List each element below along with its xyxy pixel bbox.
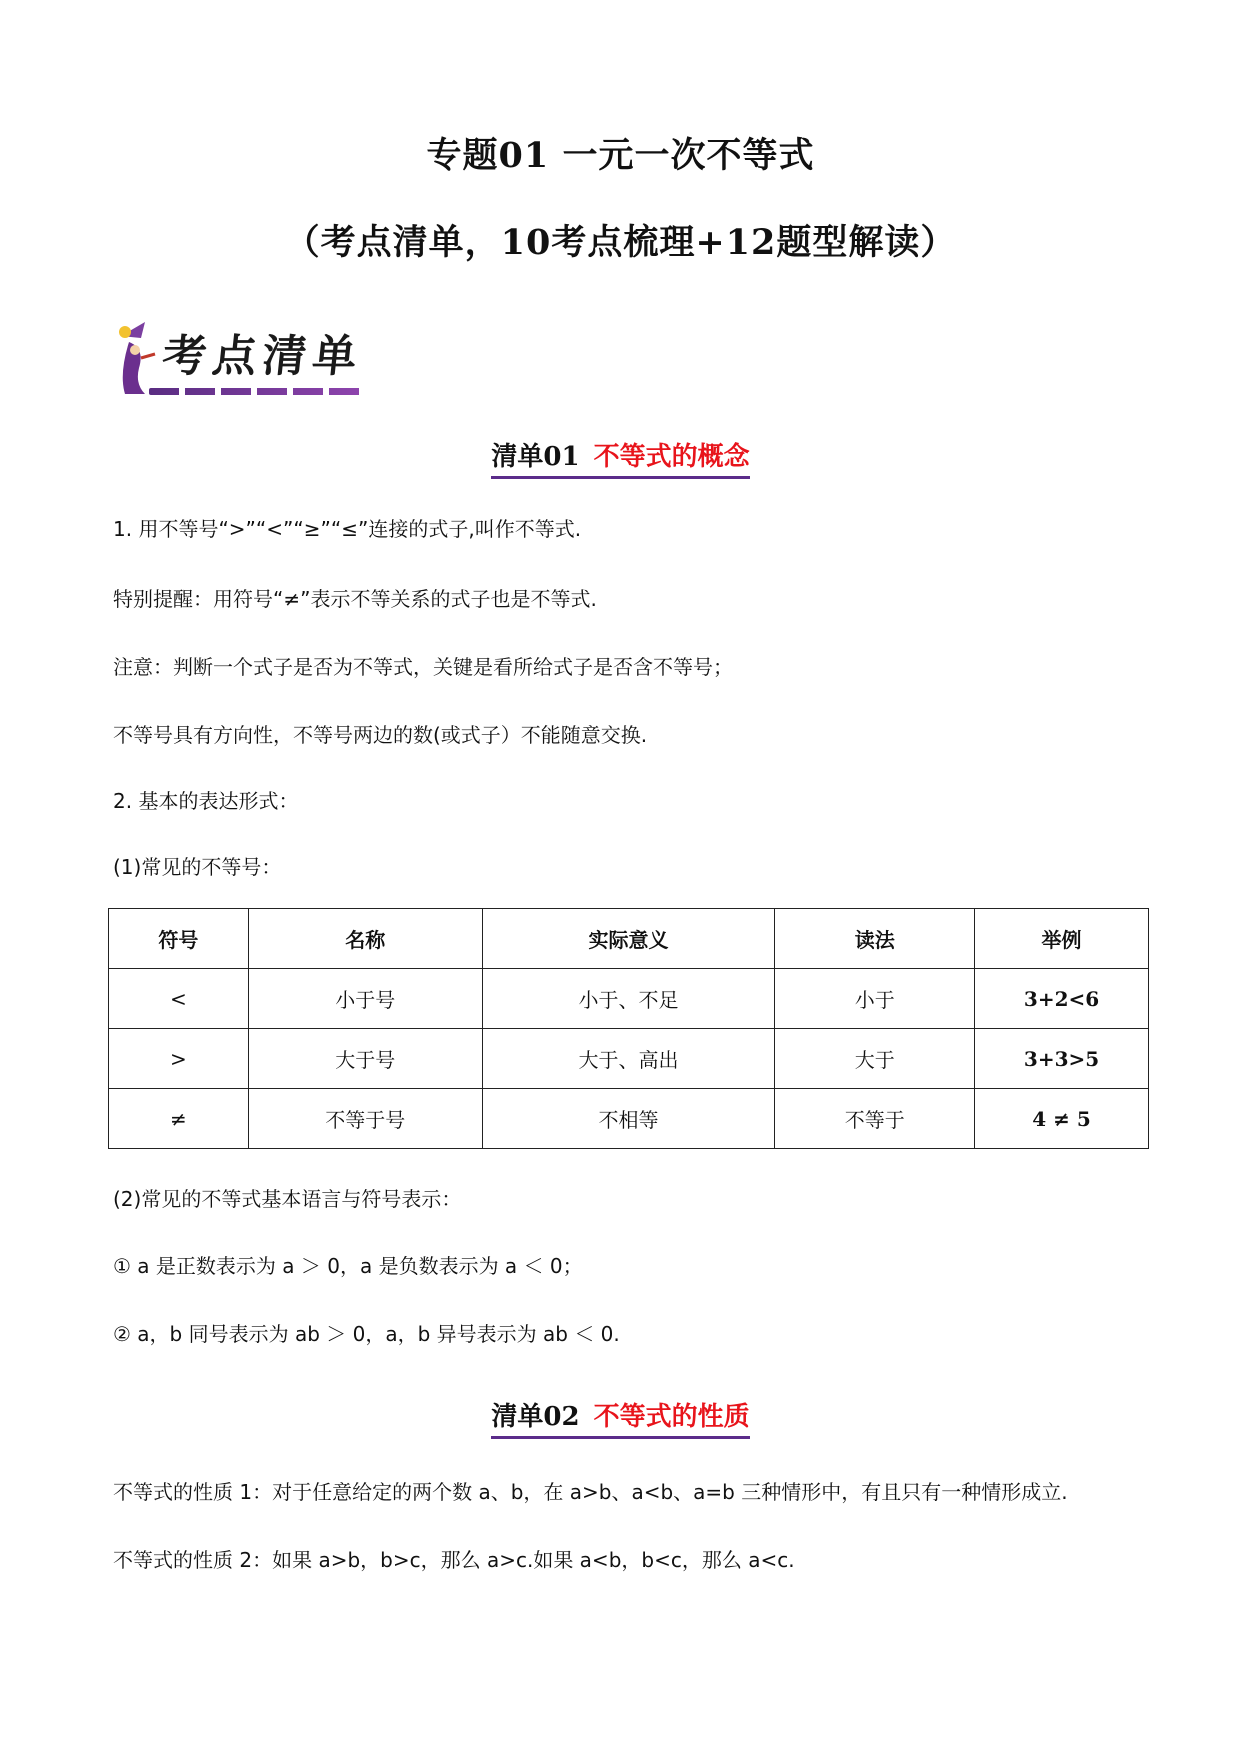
table-cell: 小于、不足: [482, 969, 775, 1029]
table-header: 符号: [109, 909, 249, 969]
section-name: 不等式的概念: [593, 442, 750, 472]
table-header: 名称: [248, 909, 482, 969]
section-badge: [115, 318, 365, 402]
badge-underline-dashes: [149, 388, 361, 395]
document-subtitle: （考点清单，10考点梳理+12题型解读）: [284, 222, 957, 263]
document-title: 专题01 一元一次不等式: [426, 135, 815, 176]
table-cell: ≠: [109, 1089, 249, 1149]
paragraph: 不等式的性质 1：对于任意给定的两个数 a、b，在 a>b、a<b、a=b 三种情形中，有且只有一种情形成立.: [113, 1480, 1068, 1504]
table-header: 举例: [975, 909, 1149, 969]
paragraph: 不等号具有方向性，不等号两边的数(或式子）不能随意交换.: [113, 723, 648, 747]
table-cell: 大于号: [248, 1029, 482, 1089]
table-cell: 不等于: [775, 1089, 975, 1149]
paragraph: ① a 是正数表示为 a ＞ 0，a 是负数表示为 a ＜ 0；: [113, 1254, 583, 1278]
table-cell: 3+2<6: [975, 969, 1149, 1029]
table-cell: 小于: [775, 969, 975, 1029]
table-cell: 不相等: [482, 1089, 775, 1149]
table-cell: 3+3>5: [975, 1029, 1149, 1089]
wizard-icon: [115, 318, 161, 398]
table-row: [109, 969, 1149, 1029]
section-heading-1: [0, 436, 1241, 477]
table-header-row: [109, 909, 1149, 969]
table-cell: 大于: [775, 1029, 975, 1089]
section-heading-2: [0, 1396, 1241, 1437]
paragraph: ② a，b 同号表示为 ab ＞ 0，a，b 异号表示为 ab ＜ 0.: [113, 1322, 620, 1346]
section-number: 清单01: [491, 442, 580, 472]
paragraph: 1. 用不等号“>”“<”“≥”“≤”连接的式子,叫作不等式.: [113, 517, 582, 541]
paragraph: 2. 基本的表达形式：: [113, 789, 299, 813]
section-number: 清单02: [491, 1402, 580, 1432]
section-name: 不等式的性质: [593, 1402, 750, 1432]
table-header: 实际意义: [482, 909, 775, 969]
table-header: 读法: [775, 909, 975, 969]
paragraph: (1)常见的不等号：: [113, 855, 282, 879]
paragraph: 特别提醒：用符号“≠”表示不等关系的式子也是不等式.: [113, 587, 597, 611]
paragraph: (2)常见的不等式基本语言与符号表示：: [113, 1187, 462, 1211]
table-cell: 小于号: [248, 969, 482, 1029]
table-row: [109, 1089, 1149, 1149]
table-row: [109, 1029, 1149, 1089]
inequality-symbol-table: [108, 908, 1149, 1149]
badge-label: 考点清单: [159, 331, 366, 382]
table-cell: 4 ≠ 5: [975, 1089, 1149, 1149]
paragraph: 不等式的性质 2：如果 a>b，b>c，那么 a>c.如果 a<b，b<c，那么 a<c.: [113, 1548, 795, 1572]
table-cell: <: [109, 969, 249, 1029]
table-cell: 大于、高出: [482, 1029, 775, 1089]
table-cell: >: [109, 1029, 249, 1089]
table-cell: 不等于号: [248, 1089, 482, 1149]
paragraph: 注意：判断一个式子是否为不等式，关键是看所给式子是否含不等号；: [113, 655, 733, 679]
